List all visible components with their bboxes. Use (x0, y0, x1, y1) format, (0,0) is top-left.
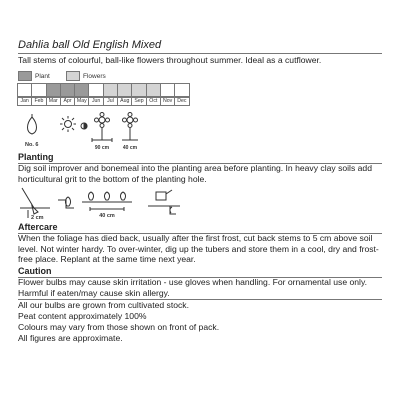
growing-icons (22, 112, 252, 152)
legend-flowers-label: Flowers (83, 72, 106, 80)
plant-swatch (18, 71, 32, 81)
month-label: Jan (17, 97, 32, 106)
month-label: Dec (174, 97, 189, 106)
calendar-month-labels (18, 97, 190, 106)
sun-icon (60, 116, 76, 132)
month-label: Jul (103, 97, 118, 106)
calendar-cell (46, 83, 61, 97)
month-label: Nov (160, 97, 175, 106)
calendar-cell (31, 83, 46, 97)
caution-heading: Caution (18, 266, 52, 276)
flower-spacing-icon (92, 113, 112, 143)
calendar-bar (18, 83, 190, 97)
calendar-cell (174, 83, 189, 97)
calendar-cell (117, 83, 132, 97)
product-description: Tall stems of colourful, ball-like flowers throughout summer. Ideal as a cutflower. (18, 55, 322, 65)
planting-heading: Planting (18, 152, 54, 162)
bulb-number: No. 6 (25, 142, 39, 148)
legend-plant (18, 71, 50, 81)
month-label: Jun (88, 97, 103, 106)
caution-text: Flower bulbs may cause skin irritation - use gloves when handling. For ornamental use only. Harmful if eaten/may cause skin allergy. (18, 277, 368, 298)
calendar-cell (131, 83, 146, 97)
divider (18, 53, 382, 54)
legend-plant-label: Plant (35, 72, 50, 80)
aftercare-heading: Aftercare (18, 222, 58, 232)
product-title: Dahlia ball Old English Mixed (18, 39, 162, 51)
spacing-label: 90 cm (94, 145, 110, 151)
footer-line: Colours may vary from those shown on front of pack. (18, 322, 220, 332)
spade-icon (20, 188, 50, 214)
bulb-icon (28, 114, 37, 134)
month-label: Feb (31, 97, 46, 106)
partial-shade-icon (81, 123, 87, 129)
calendar-cell (60, 83, 75, 97)
month-label: May (74, 97, 89, 106)
calendar-cell (146, 83, 161, 97)
legend-flowers (66, 71, 106, 81)
flowers-swatch (66, 71, 80, 81)
aftercare-text: When the foliage has died back, usually after the first frost, cut back stems to 5 cm above soil level. Not winter hardy. To over-winter, dig up the tubers and store them in a cool, dry and frost-free place. Replant at the same time next year. (18, 233, 379, 265)
watering-can-icon (148, 190, 180, 214)
calendar-cell (160, 83, 175, 97)
month-label: Mar (46, 97, 61, 106)
month-label: Aug (117, 97, 132, 106)
month-label: Apr (60, 97, 75, 106)
footer-line: Peat content approximately 100% (18, 311, 147, 321)
footer-line: All our bulbs are grown from cultivated stock. (18, 300, 189, 310)
flower-height-icon (122, 113, 138, 141)
planting-text: Dig soil improver and bonemeal into the planting area before planting. In heavy clay soils add horticultural grit to the bottom of the planting hole. (18, 163, 372, 184)
month-label: Oct (146, 97, 161, 106)
calendar-cell (17, 83, 32, 97)
height-label: 40 cm (122, 145, 138, 151)
footer-line: All figures are approximate. (18, 333, 123, 343)
bulb-spacing-label: 40 cm (99, 213, 115, 219)
calendar-cell (103, 83, 118, 97)
month-label: Sep (131, 97, 146, 106)
calendar-cell (74, 83, 89, 97)
planting-icons (20, 186, 200, 222)
calendar-cell (88, 83, 103, 97)
bulb-in-hole-icon (58, 197, 74, 208)
depth-label: 2 cm (31, 215, 44, 221)
bulbs-spacing-icon (82, 192, 132, 211)
